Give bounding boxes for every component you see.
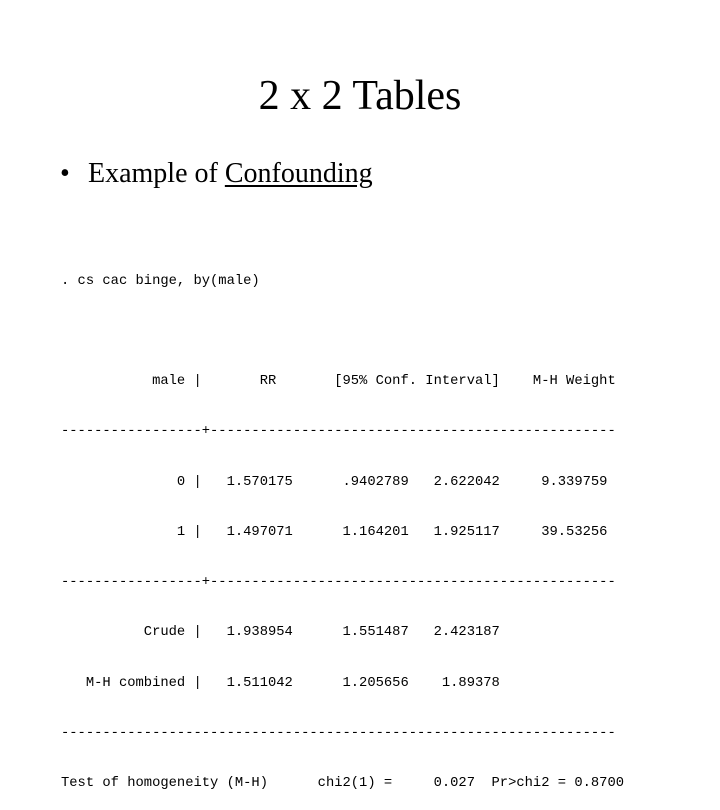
table-divider: -----------------+------------------------------------------------- (61, 575, 616, 590)
stata-output (61, 240, 624, 810)
blank-line (61, 324, 624, 341)
command-line: . cs cac binge, by(male) (61, 273, 260, 289)
table-divider: ------------------------------------------------------------------- (61, 725, 616, 741)
confounding-link[interactable]: Confounding (224, 158, 373, 189)
bullet-text-prefix: Example of (88, 158, 225, 189)
table-row: 1 | 1.497071 1.164201 1.925117 39.53256 (61, 524, 608, 540)
bullet-symbol: • (60, 158, 70, 189)
bullet-item (60, 154, 373, 194)
table-row: M-H combined | 1.511042 1.205656 1.89378 (61, 675, 500, 691)
table-row: 0 | 1.570175 .9402789 2.622042 9.339759 (61, 474, 608, 490)
table-divider: -----------------+------------------------------------------------- (61, 424, 616, 440)
homogeneity-test-row: Test of homogeneity (M-H) chi2(1) = 0.027 Pr>chi2 = 0.8700 (61, 776, 625, 791)
slide-title: 2 x 2 Tables (258, 73, 462, 119)
table-row: Crude | 1.938954 1.551487 2.423187 (61, 625, 500, 641)
table-header: male | RR [95% Conf. Interval] M-H Weight (61, 374, 616, 389)
